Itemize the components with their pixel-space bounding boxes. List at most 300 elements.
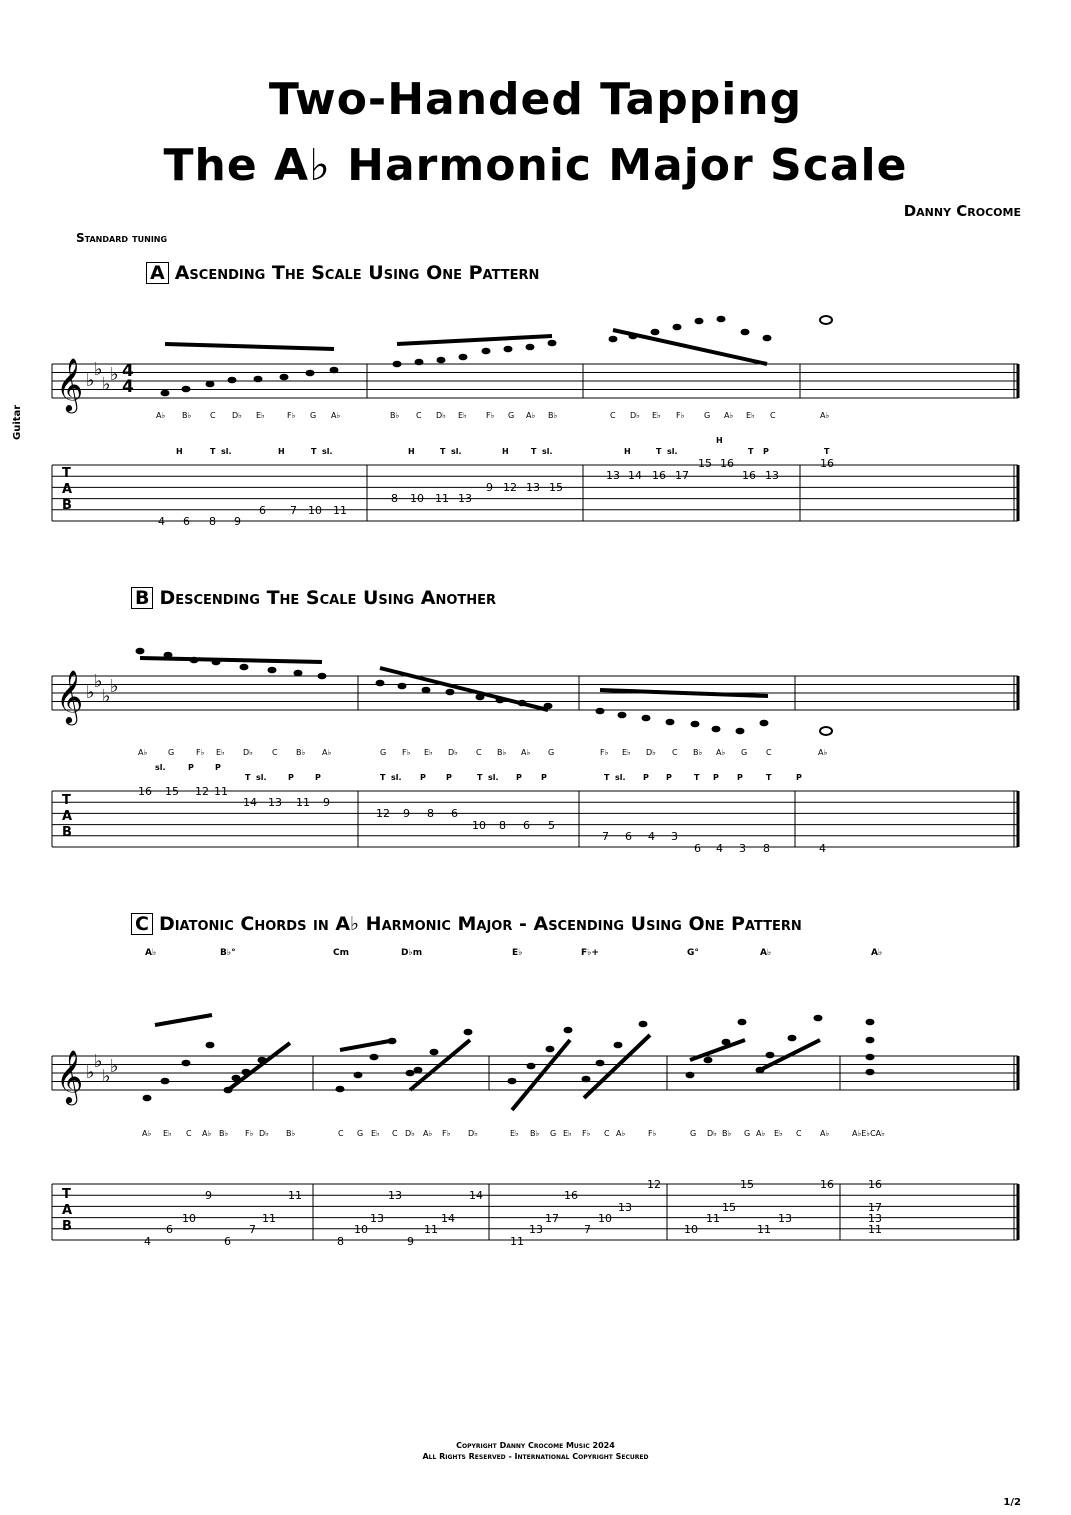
tab-number: 11 [510,1235,524,1248]
notehead [182,1060,191,1067]
notehead [582,1076,591,1083]
notehead [651,329,660,336]
tab-number: 6 [259,504,266,517]
note-name: G [508,411,515,420]
notehead [398,683,407,690]
tab-number: 8 [337,1235,344,1248]
technique-pull: P [315,773,321,782]
notehead [136,648,145,655]
technique-hammer: H [716,436,723,445]
tab-number: 11 [262,1212,276,1225]
technique-pull: P [516,773,522,782]
technique-tap: T [245,773,251,782]
notehead [788,1035,797,1042]
instrument-label: Guitar [12,404,23,440]
tab-clef-t-1: T [62,466,71,481]
notehead [596,708,605,715]
section-b-title: Descending The Scale Using Another [159,587,497,609]
notehead [642,715,651,722]
tab-number: 16 [742,469,756,482]
notehead [639,1021,648,1028]
technique-hammer: H [624,447,631,456]
flat-icon: ♭ [102,1066,111,1087]
section-c-title: Diatonic Chords in A♭ Harmonic Major - Ascending Using One Pattern [158,913,802,935]
note-name: D♭ [232,411,242,420]
note-name: A♭ [138,748,148,757]
tab-clef-a-1: A [62,482,73,497]
technique-pull: P [188,763,194,772]
tab-number: 7 [290,504,297,517]
technique-tap: T [440,447,446,456]
technique-pull: P [796,773,802,782]
whole-note [820,316,832,324]
note-name: B♭ [693,748,703,757]
note-name: B♭ [530,1129,540,1138]
note-name: B♭ [722,1129,732,1138]
beam [155,1015,212,1025]
note-name: A♭ [526,411,536,420]
technique-pull: P [446,773,452,782]
notehead [182,386,191,393]
note-name: G [357,1129,364,1138]
tab-number: 13 [268,796,282,809]
tab-number: 13 [765,469,779,482]
notehead [548,340,557,347]
tab-number: 7 [249,1223,256,1236]
notehead [527,1063,536,1070]
flat-icon: ♭ [110,1056,119,1077]
tab-number: 13 [388,1189,402,1202]
tab-number: 4 [819,842,826,855]
notehead [161,1078,170,1085]
time-signature-top: 4 [122,361,134,381]
notehead [318,673,327,680]
tab-number: 8 [763,842,770,855]
notehead [376,680,385,687]
notehead [866,1069,875,1076]
tab-clef-t-3: T [62,1187,71,1202]
notehead [268,667,277,674]
notehead [415,359,424,366]
tab-number: 13 [868,1212,882,1225]
tab-number: 15 [698,457,712,470]
note-name: F♭ [245,1129,254,1138]
tab-number: 10 [684,1223,698,1236]
composer-name: Danny Crocome [903,202,1021,220]
technique-slide: sl. [391,773,402,782]
tab-number: 8 [427,807,434,820]
tab-number: 5 [548,819,555,832]
note-name: D♭ [468,1129,478,1138]
tab-number: 17 [868,1201,882,1214]
section-b-note-names [138,748,827,757]
note-name: B♭ [497,748,507,757]
tab-number: 6 [183,515,190,528]
note-name: C [392,1129,398,1138]
tab-number: 3 [671,830,678,843]
tab-number: 9 [323,796,330,809]
note-name: B♭ [548,411,558,420]
technique-tap: T [748,447,754,456]
note-name: D♭ [630,411,640,420]
note-name: A♭ [142,1129,152,1138]
technique-pull: P [420,773,426,782]
technique-slide: sl. [155,763,166,772]
notehead [504,346,513,353]
section-a-techniques [176,436,830,456]
notehead [330,367,339,374]
note-name: E♭ [163,1129,172,1138]
beam [512,1040,570,1110]
section-a-note-names [156,411,829,420]
beam [397,336,552,344]
notehead [717,316,726,323]
tab-number: 12 [503,481,517,494]
note-name: A♭ [724,411,734,420]
tab-number: 9 [486,481,493,494]
notehead [482,348,491,355]
tab-number: 16 [820,457,834,470]
section-a-marker: A [146,262,169,284]
tab-number: 7 [602,830,609,843]
section-b-marker: B [131,587,153,609]
technique-slide: sl. [615,773,626,782]
technique-tap: T [477,773,483,782]
notehead [722,1039,731,1046]
technique-slide: sl. [451,447,462,456]
staff-lines [52,364,1018,1240]
tab-number: 15 [740,1178,754,1191]
note-name: C [796,1129,802,1138]
tab-number: 10 [354,1223,368,1236]
technique-hammer: H [502,447,509,456]
section-c-note-names [142,1129,885,1138]
notehead [232,1075,241,1082]
note-name: G [741,748,748,757]
note-name: D♭ [707,1129,717,1138]
section-b-tab-numbers [138,785,826,855]
chord-symbol: E♭ [512,948,523,958]
note-name: E♭ [652,411,661,420]
technique-slide: sl. [488,773,499,782]
note-name: F♭ [486,411,495,420]
tab-number: 11 [868,1223,882,1236]
notehead [760,720,769,727]
technique-pull: P [288,773,294,782]
note-name: A♭ [716,748,726,757]
note-name: C [476,748,482,757]
notehead [406,1070,415,1077]
note-name: A♭ [156,411,166,420]
note-name: E♭ [774,1129,783,1138]
notehead [686,1072,695,1079]
tab-number: 15 [165,785,179,798]
notehead [370,1054,379,1061]
flat-icon: ♭ [86,370,95,391]
tab-number: 8 [391,492,398,505]
note-name: C [210,411,216,420]
note-name: G [168,748,175,757]
note-name: D♭ [259,1129,269,1138]
tab-number: 8 [499,819,506,832]
page-number: 1/2 [1003,1497,1021,1508]
note-name: D♭ [646,748,656,757]
beam [380,668,548,710]
chord-symbol: G° [687,948,699,958]
notehead [393,361,402,368]
page-subtitle: The A♭ Harmonic Major Scale [163,140,908,191]
notehead [666,719,675,726]
tab-number: 4 [648,830,655,843]
notehead [306,370,315,377]
tab-number: 6 [166,1223,173,1236]
notehead [336,1086,345,1093]
notehead [228,377,237,384]
notehead [766,1052,775,1059]
notehead [614,1042,623,1049]
note-name: A♭ [820,411,830,420]
tab-number: 10 [410,492,424,505]
technique-pull: P [643,773,649,782]
note-name: B♭ [219,1129,229,1138]
note-name: B♭ [390,411,400,420]
technique-tap: T [694,773,700,782]
technique-hammer: H [278,447,285,456]
note-name: C [338,1129,344,1138]
treble-clef-icon: 𝄞 [56,357,84,411]
flat-icon: ♭ [110,364,119,385]
tab-number: 12 [647,1178,661,1191]
tab-clef-b-3: B [62,1219,72,1234]
note-name: C [610,411,616,420]
tab-clef-b-2: B [62,825,72,840]
tab-number: 4 [716,842,723,855]
note-name: A♭ [820,1129,830,1138]
tab-number: 13 [529,1223,543,1236]
tab-number: 16 [652,469,666,482]
notehead [446,689,455,696]
flat-icon: ♭ [94,1051,103,1072]
tab-number: 17 [545,1212,559,1225]
notehead [814,1015,823,1022]
tab-number: 13 [526,481,540,494]
chord-symbol: Cm [333,948,349,958]
note-name: C [770,411,776,420]
tab-number: 10 [308,504,322,517]
beam [165,344,334,349]
note-name: G [380,748,387,757]
tab-number: 16 [564,1189,578,1202]
chord-symbol: A♭ [145,948,157,958]
tab-number: 4 [144,1235,151,1248]
notehead [564,1027,573,1034]
flat-icon: ♭ [94,671,103,692]
notehead [673,324,682,331]
technique-tap: T [656,447,662,456]
flat-icon: ♭ [102,686,111,707]
chord-symbol: F♭+ [581,948,599,958]
tab-clef-a-3: A [62,1203,73,1218]
tab-number: 11 [214,785,228,798]
chord-symbol: A♭ [871,948,883,958]
note-name: F♭ [402,748,411,757]
tab-number: 11 [333,504,347,517]
tab-number: 4 [158,515,165,528]
tab-number: 6 [625,830,632,843]
tab-number: 11 [757,1223,771,1236]
note-name: D♭ [243,748,253,757]
tab-number: 14 [243,796,257,809]
beam [340,1040,395,1050]
note-name: D♭ [405,1129,415,1138]
notehead [741,329,750,336]
note-name: E♭ [622,748,631,757]
whole-note [820,727,832,735]
tab-number: 6 [224,1235,231,1248]
note-name: G [550,1129,557,1138]
notehead [437,357,446,364]
tab-number: 15 [722,1201,736,1214]
notehead [430,1049,439,1056]
note-name: A♭ [423,1129,433,1138]
technique-tap: T [311,447,317,456]
notehead [414,1067,423,1074]
note-name: A♭ [756,1129,766,1138]
tab-number: 14 [469,1189,483,1202]
notehead [258,1057,267,1064]
section-c-chord-symbols [145,948,882,958]
note-name: G [690,1129,697,1138]
flat-icon: ♭ [94,359,103,380]
notehead [526,344,535,351]
technique-hammer: H [408,447,415,456]
notehead [704,1057,713,1064]
tab-number: 6 [523,819,530,832]
technique-pull: P [666,773,672,782]
note-name: B♭ [296,748,306,757]
notehead [756,1067,765,1074]
note-name: C [186,1129,192,1138]
note-name: D♭ [448,748,458,757]
note-name: E♭ [510,1129,519,1138]
note-name: C [604,1129,610,1138]
tab-clef-b-1: B [62,498,72,513]
technique-hammer: H [176,447,183,456]
notehead [161,390,170,397]
note-name: E♭ [371,1129,380,1138]
notehead [206,1042,215,1049]
technique-tap: T [604,773,610,782]
technique-pull: P [215,763,221,772]
tab-number: 9 [205,1189,212,1202]
tab-number: 8 [209,515,216,528]
tab-number: 13 [606,469,620,482]
notehead [866,1054,875,1061]
tab-number: 14 [628,469,642,482]
notehead [422,687,431,694]
technique-slide: sl. [256,773,267,782]
notehead [294,670,303,677]
section-a-title: Ascending The Scale Using One Pattern [174,262,540,284]
note-name: A♭ [818,748,828,757]
technique-pull: P [541,773,547,782]
flat-icon: ♭ [86,682,95,703]
note-name: A♭ [521,748,531,757]
note-name: C [672,748,678,757]
note-name: F♭ [600,748,609,757]
tab-clef-t-2: T [62,793,71,808]
chord-symbol: B♭° [220,948,236,958]
tuning-label: Standard tuning [76,231,168,245]
technique-tap: T [380,773,386,782]
tab-number: 11 [296,796,310,809]
tab-number: 13 [370,1212,384,1225]
note-name: F♭ [287,411,296,420]
notehead [242,1069,251,1076]
note-name: G [310,411,317,420]
note-name: G [704,411,711,420]
note-name: E♭ [746,411,755,420]
copyright-line: Copyright Danny Crocome Music 2024 [456,1441,615,1450]
notehead [763,335,772,342]
notehead [695,318,704,325]
beam [690,1040,745,1060]
note-name: E♭ [458,411,467,420]
chord-symbol: A♭ [760,948,772,958]
section-a-tab-numbers [158,457,834,528]
tab-clef-a-2: A [62,809,73,824]
note-name: F♭ [582,1129,591,1138]
tab-number: 13 [778,1212,792,1225]
tab-number: 3 [739,842,746,855]
flat-icon: ♭ [110,676,119,697]
rights-line: All Rights Reserved - International Copyright Secured [422,1452,649,1461]
technique-pull: P [713,773,719,782]
note-name: F♭ [442,1129,451,1138]
tab-number: 16 [720,457,734,470]
notehead [596,1060,605,1067]
tab-number: 17 [675,469,689,482]
tab-number: 11 [424,1223,438,1236]
tab-number: 13 [458,492,472,505]
tab-number: 9 [407,1235,414,1248]
beam [140,658,322,662]
treble-clef-icon: 𝄞 [56,1049,84,1103]
notehead [738,1019,747,1026]
note-name: E♭ [216,748,225,757]
note-name: F♭ [196,748,205,757]
note-name: C [766,748,772,757]
technique-tap: T [766,773,772,782]
note-name: A♭ [616,1129,626,1138]
notehead [354,1072,363,1079]
note-name: B♭ [286,1129,296,1138]
tab-number: 15 [549,481,563,494]
notation-marks [56,316,875,1110]
notehead [464,1029,473,1036]
tab-number: 6 [451,807,458,820]
technique-tap: T [531,447,537,456]
technique-slide: sl. [542,447,553,456]
flat-icon: ♭ [86,1062,95,1083]
tab-number: 14 [441,1212,455,1225]
note-name: A♭ [202,1129,212,1138]
note-name: A♭ [322,748,332,757]
tab-number: 7 [584,1223,591,1236]
notehead [691,721,700,728]
section-c-marker: C [131,913,153,935]
technique-pull: P [763,447,769,456]
